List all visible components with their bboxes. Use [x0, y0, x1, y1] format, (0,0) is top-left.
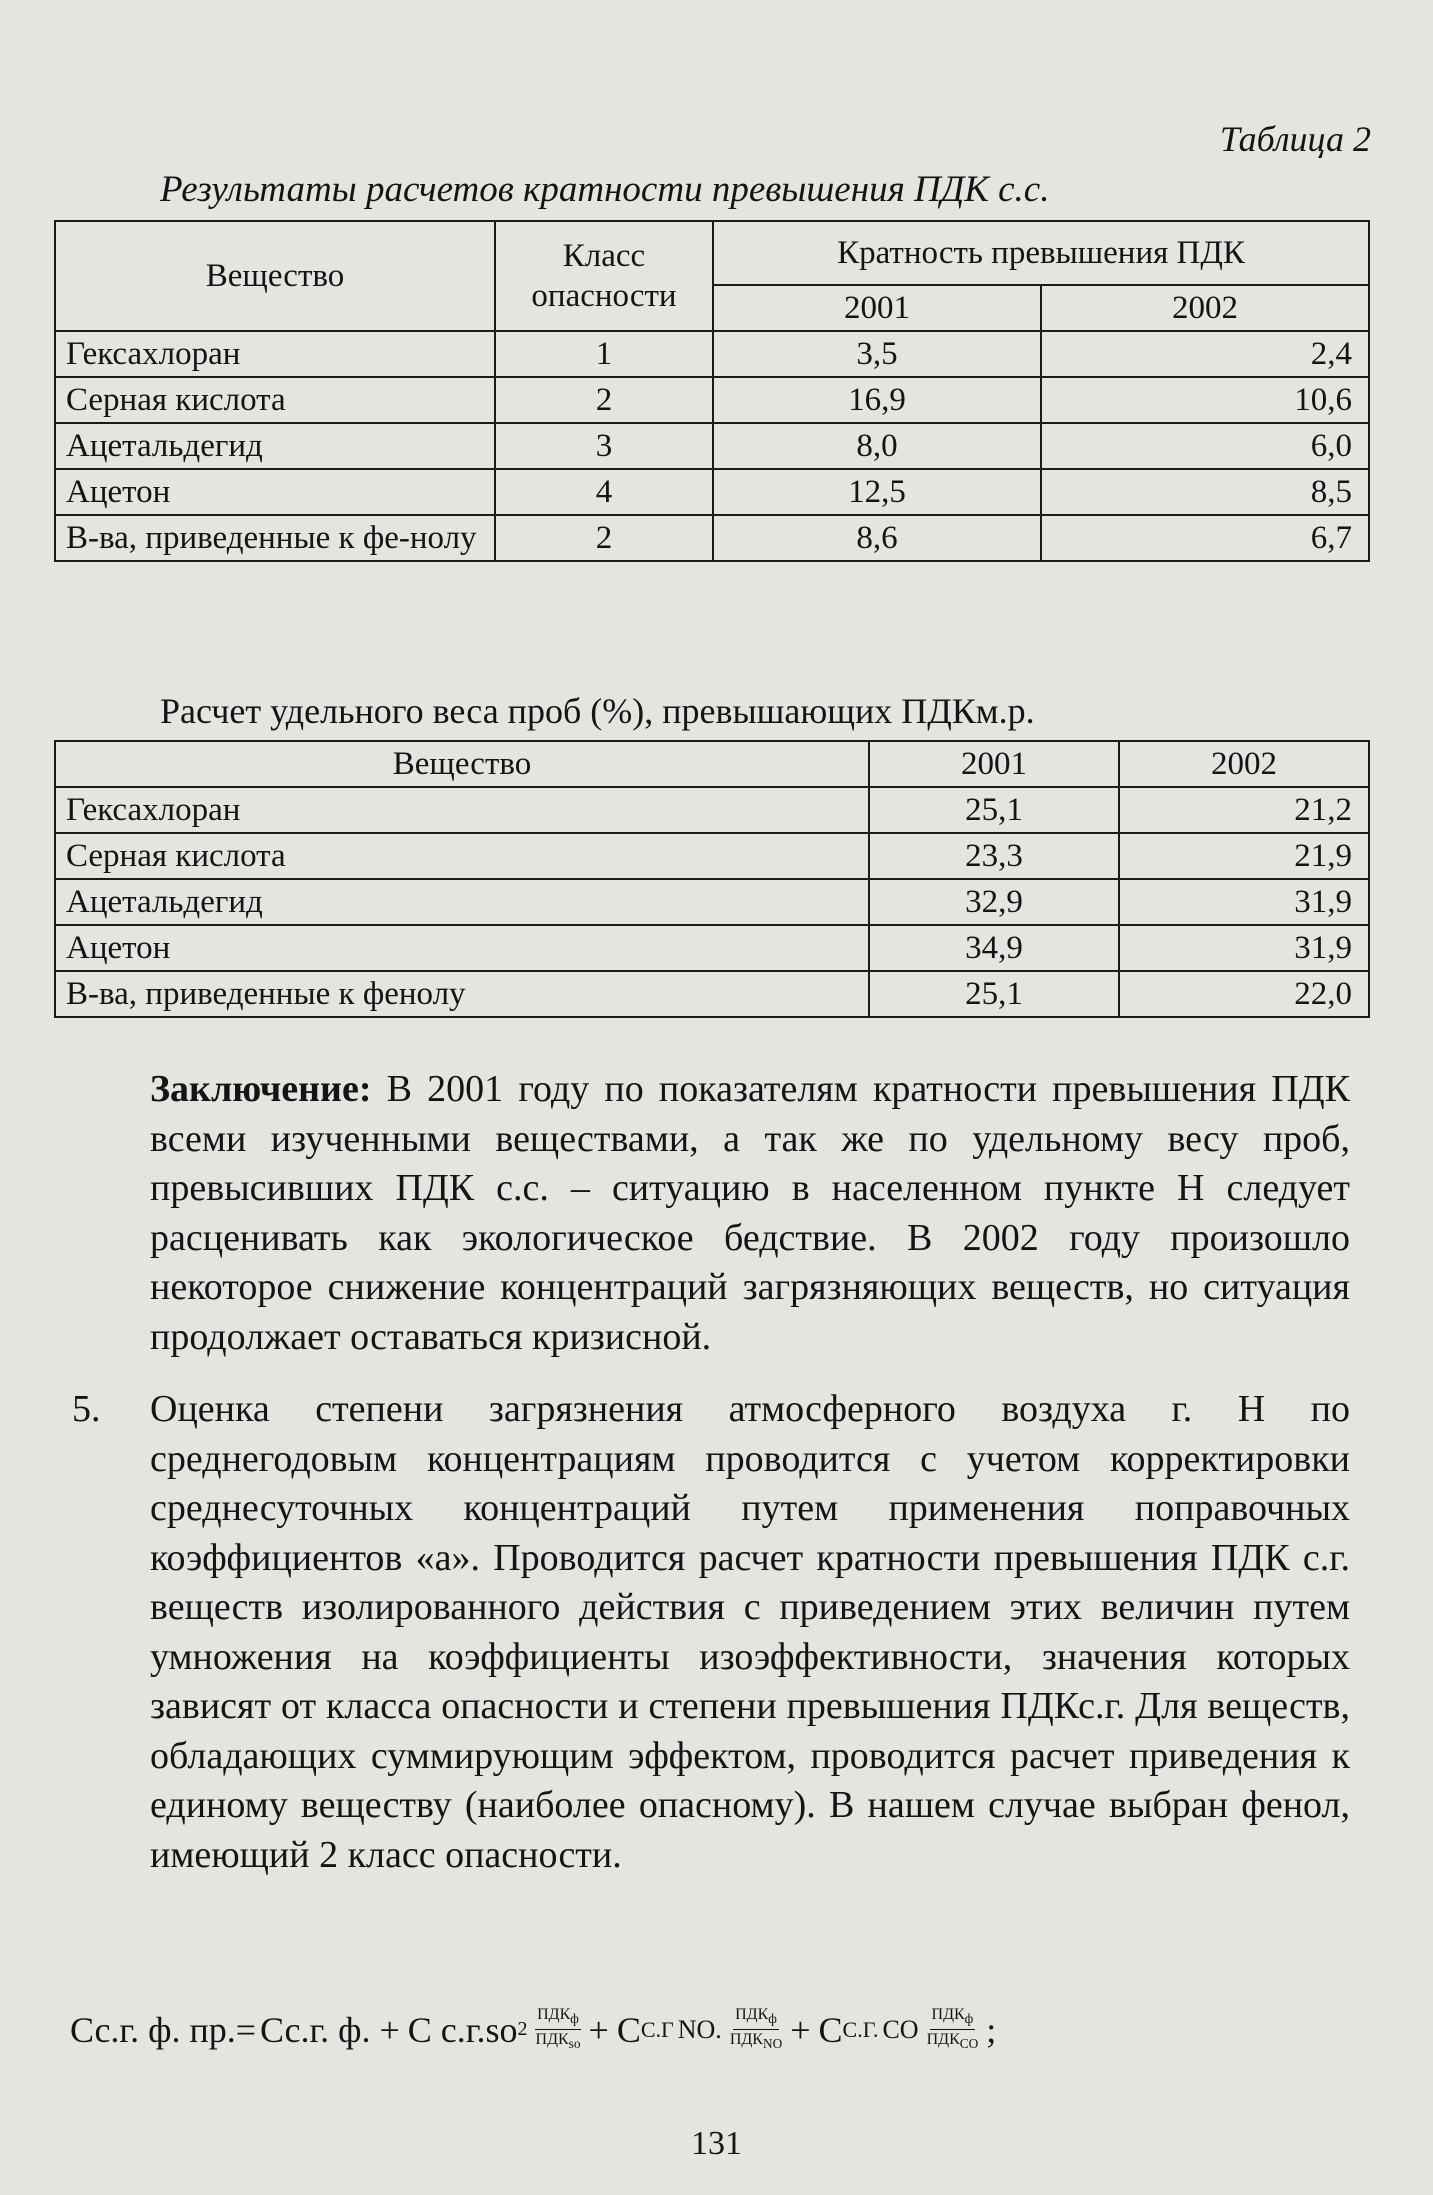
header-year-2002: 2002: [1041, 285, 1369, 331]
header-substance: Вещество: [55, 221, 495, 331]
table-row: [55, 787, 1369, 833]
frac-denominator-sub: CO: [959, 2036, 979, 2052]
cell-2001: 3,5: [713, 331, 1041, 377]
cell-substance: В-ва, приведенные к фе-нолу: [55, 515, 495, 561]
table-header-row: [55, 741, 1369, 787]
frac-numerator: ПДК: [931, 2006, 965, 2023]
cell-substance: Гексахлоран: [55, 787, 869, 833]
table-header-row: [55, 221, 1369, 285]
cell-2001: 8,0: [713, 423, 1041, 469]
formula: [70, 2005, 1370, 2054]
frac-numerator-sub: ф: [768, 2011, 777, 2027]
header-ratio: Кратность превышения ПДК: [713, 221, 1369, 285]
cell-2002: 8,5: [1041, 469, 1369, 515]
header-hazard-class: Класс опасности: [495, 221, 713, 331]
table-title: Результаты расчетов кратности превышения ПДК с.с.: [160, 169, 1050, 210]
cell-class: 2: [495, 377, 713, 423]
cell-2002: 22,0: [1119, 971, 1369, 1017]
formula-term-1: Сс.г. ф. +: [260, 2009, 400, 2050]
cell-2002: 31,9: [1119, 925, 1369, 971]
formula-end: ;: [986, 2009, 997, 2050]
formula-plus: +: [790, 2009, 811, 2050]
table-row: [55, 971, 1369, 1017]
cell-2002: 21,9: [1119, 833, 1369, 879]
header-year-2001: 2001: [869, 741, 1119, 787]
cell-2002: 2,4: [1041, 331, 1369, 377]
page-number: 131: [691, 2125, 742, 2162]
formula-term-3-tail: NO.: [677, 2014, 722, 2044]
frac-denominator-sub: so: [568, 2036, 581, 2052]
table-row: [55, 469, 1369, 515]
frac-denominator: ПДК: [926, 2031, 960, 2049]
table2-title: Расчет удельного веса проб (%), превышающих ПДКм.р.: [160, 691, 1035, 731]
cell-class: 2: [495, 515, 713, 561]
frac-numerator-sub: ф: [570, 2011, 579, 2027]
item-text: Оценка степени загрязнения атмосферного воздуха г. Н по среднегодовым концентрациям проводится с учетом корректировки среднесуточных концентраций путем применения поправочных коэффициентов «а». Проводится расчет кратности превышения ПДК с.г. веществ изолированного действия с приведением этих величин путем умножения на коэффициенты изоэффективности, значения которых зависят от класса опасности и степени превышения ПДКс.г. Для веществ, обладающих суммирующим эффектом, проводится расчет приведения к единому веществу (наиболее опасному). В нашем случае выбран фенол, имеющий 2 класс опасности.: [150, 1388, 1350, 1876]
cell-substance: Ацетон: [55, 469, 495, 515]
sample-share-table: [54, 740, 1370, 1018]
conclusion-label: Заключение:: [150, 1068, 372, 1110]
cell-substance: Ацетон: [55, 925, 869, 971]
cell-substance: Серная кислота: [55, 833, 869, 879]
conclusion-paragraph: [150, 1065, 1350, 1362]
table-row: [55, 423, 1369, 469]
fraction-co: [925, 2005, 981, 2054]
formula-term-3-sub: С.Г: [640, 2016, 674, 2042]
cell-2002: 31,9: [1119, 879, 1369, 925]
frac-numerator: ПДК: [537, 2006, 571, 2023]
table-row: [55, 377, 1369, 423]
frac-numerator: ПДК: [735, 2006, 769, 2023]
table-row: [55, 515, 1369, 561]
cell-2002: 6,7: [1041, 515, 1369, 561]
cell-substance: Гексахлоран: [55, 331, 495, 377]
cell-2001: 23,3: [869, 833, 1119, 879]
fraction-so2: [534, 2005, 583, 2054]
header-substance: Вещество: [55, 741, 869, 787]
cell-substance: В-ва, приведенные к фенолу: [55, 971, 869, 1017]
conclusion-text: В 2001 году по показателям кратности превышения ПДК всеми изученными веществами, а так же по удельному весу проб, превысивших ПДК с.с. – ситуацию в населенном пункте Н следует расценивать как экологическое бедствие. В 2002 году произошло некоторое снижение концентраций загрязняющих веществ, но ситуация продолжает оставаться кризисной.: [150, 1068, 1350, 1358]
cell-2002: 21,2: [1119, 787, 1369, 833]
cell-2001: 16,9: [713, 377, 1041, 423]
frac-denominator-sub: NO: [762, 2036, 783, 2052]
frac-denominator: ПДК: [535, 2031, 569, 2049]
formula-term-4-tail: CO: [882, 2014, 919, 2044]
formula-lhs: Сс.г. ф. пр.=: [70, 2009, 257, 2050]
header-year-2002: 2002: [1119, 741, 1369, 787]
table-row: [55, 833, 1369, 879]
results-table: [54, 220, 1370, 562]
frac-numerator-sub: ф: [964, 2011, 974, 2027]
cell-2001: 12,5: [713, 469, 1041, 515]
table-row: [55, 925, 1369, 971]
formula-term-4: С: [818, 2009, 843, 2050]
cell-class: 4: [495, 469, 713, 515]
cell-2001: 34,9: [869, 925, 1119, 971]
table-row: [55, 879, 1369, 925]
cell-2001: 8,6: [713, 515, 1041, 561]
cell-2001: 32,9: [869, 879, 1119, 925]
table-caption: Таблица 2: [1219, 119, 1371, 159]
cell-2002: 6,0: [1041, 423, 1369, 469]
frac-denominator: ПДК: [729, 2031, 763, 2049]
header-year-2001: 2001: [713, 285, 1041, 331]
cell-2001: 25,1: [869, 971, 1119, 1017]
formula-term-3: С: [616, 2009, 641, 2050]
formula-term-2: С с.г.so: [407, 2009, 518, 2050]
cell-2002: 10,6: [1041, 377, 1369, 423]
cell-class: 1: [495, 331, 713, 377]
table-row: [55, 331, 1369, 377]
cell-class: 3: [495, 423, 713, 469]
cell-substance: Ацетальдегид: [55, 423, 495, 469]
cell-substance: Ацетальдегид: [55, 879, 869, 925]
cell-substance: Серная кислота: [55, 377, 495, 423]
formula-term-4-sub: С.Г.: [842, 2016, 879, 2042]
item-number: 5.: [72, 1388, 101, 1430]
fraction-no: [728, 2005, 784, 2054]
formula-plus: +: [588, 2009, 609, 2050]
cell-2001: 25,1: [869, 787, 1119, 833]
formula-term-2-sub: 2: [517, 2018, 528, 2041]
